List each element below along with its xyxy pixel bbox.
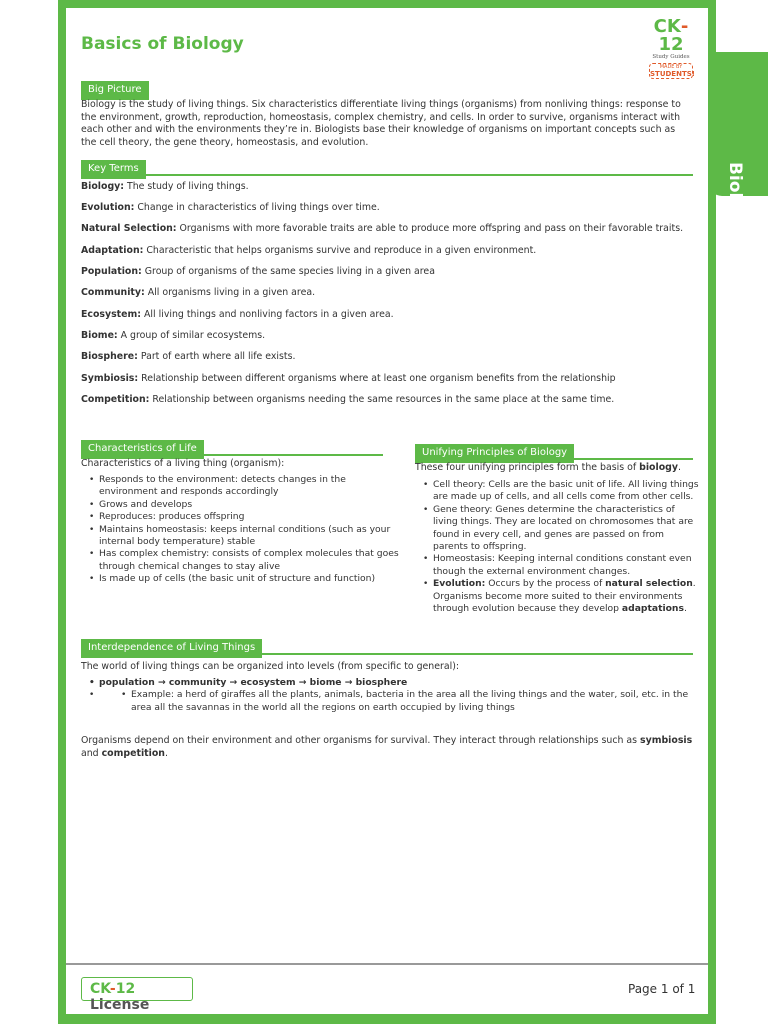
list-item: • Cell theory: Cells are the basic unit of life. All living things are made up of cells, and all cells come from other cells. bbox=[433, 479, 701, 504]
list-item: • population → community → ecosystem → biome → biosphere bbox=[99, 677, 705, 689]
page-number: Page 1 of 1 bbox=[628, 982, 696, 996]
characteristics-intro: Characteristics of a living thing (organism): bbox=[81, 458, 285, 469]
term-community: Community: All organisms living in a given area. bbox=[81, 287, 316, 298]
big-picture-header bbox=[81, 77, 693, 97]
interdependence-header bbox=[81, 635, 693, 655]
unifying-label: Unifying Principles of Biology bbox=[415, 444, 574, 463]
unifying-intro: These four unifying principles form the basis of biology. bbox=[415, 462, 681, 473]
term-symbiosis: Symbiosis: Relationship between different organisms where at least one organism benefits from the relationship bbox=[81, 373, 616, 384]
key-terms-label: Key Terms bbox=[81, 160, 146, 179]
term-biology: Biology: The study of living things. bbox=[81, 181, 249, 192]
characteristics-header bbox=[81, 436, 383, 456]
term-natural-selection: Natural Selection: Organisms with more favorable traits are able to produce more offspring and pass on their favorable traits. bbox=[81, 223, 684, 234]
big-picture-text: Biology is the study of living things. Six characteristics differentiate living things (organisms) from nonliving things: response to the environment, growth, reproduction, homeostasis, complex chemistry, and cells. In order to survive, organisms interact with each other and with the environments they’re in. Biologists base their knowledge of organisms on important concepts such as the cell theory, the gene theory, homeostasis, and evolution. bbox=[81, 99, 681, 148]
list-item: • Maintains homeostasis: keeps internal conditions (such as your internal body temperature) stable bbox=[99, 524, 399, 549]
footer-divider bbox=[66, 963, 708, 965]
term-adaptation: Adaptation: Characteristic that helps organisms survive and reproduce in a given environment. bbox=[81, 245, 537, 256]
list-item: • Grows and develops bbox=[99, 499, 399, 511]
term-competition: Competition: Relationship between organisms needing the same resources in the same place at the same time. bbox=[81, 394, 615, 405]
term-ecosystem: Ecosystem: All living things and nonliving factors in a given area. bbox=[81, 309, 394, 320]
term-biosphere: Biosphere: Part of earth where all life exists. bbox=[81, 351, 296, 362]
interdependence-label: Interdependence of Living Things bbox=[81, 639, 262, 658]
ck12-license-link[interactable]: CK-12 License bbox=[81, 977, 193, 1001]
list-item: • Has complex chemistry: consists of complex molecules that goes through chemical changes to stay alive bbox=[99, 548, 399, 573]
term-population: Population: Group of organisms of the same species living in a given area bbox=[81, 266, 435, 277]
list-item: • Reproduces: produces offspring bbox=[99, 511, 399, 523]
page-title: Basics of Biology bbox=[81, 34, 244, 54]
subject-tab bbox=[708, 52, 768, 234]
interdependence-intro: The world of living things can be organized into levels (from specific to general): bbox=[81, 661, 460, 672]
key-terms-header bbox=[81, 156, 693, 176]
subject-tab-label: Biology bbox=[725, 162, 745, 234]
made-by-students-stamp: MADE BY STUDENTS! bbox=[650, 64, 695, 78]
characteristics-label: Characteristics of Life bbox=[81, 440, 204, 459]
unifying-header bbox=[415, 440, 693, 460]
big-picture-label: Big Picture bbox=[81, 81, 149, 100]
list-item: • Homeostasis: Keeping internal conditions constant even though the external environment changes. bbox=[433, 553, 701, 578]
list-item: • Evolution: Occurs by the process of natural selection. Organisms become more suited to their environments through evolution because they develop adaptations. bbox=[433, 578, 701, 615]
list-item: • Is made up of cells (the basic unit of structure and function) bbox=[99, 573, 399, 585]
list-item: • Responds to the environment: detects changes in the environment and responds accordingly bbox=[99, 474, 399, 499]
characteristics-list bbox=[81, 474, 399, 586]
interdependence-closing: Organisms depend on their environment and other organisms for survival. They interact through relationships such as symbiosis and competition. bbox=[81, 735, 693, 759]
list-item: • Gene theory: Genes determine the characteristics of living things. They are located on chromosomes that are found in every cell, and genes are passed on from parents to offspring. bbox=[433, 504, 701, 554]
levels-list bbox=[81, 677, 705, 714]
list-item-example: • • Example: a herd of giraffes all the plants, animals, bacteria in the area all the living things and the water, soil, etc. in the area all the savannas in the world all the regions on earth occupied by living things bbox=[99, 689, 705, 714]
term-evolution: Evolution: Change in characteristics of living things over time. bbox=[81, 202, 380, 213]
ck12-study-guides-logo: CK-12 Study Guides MADE BY STUDENTS! bbox=[650, 16, 695, 78]
term-biome: Biome: A group of similar ecosystems. bbox=[81, 330, 266, 341]
unifying-list bbox=[415, 479, 701, 615]
